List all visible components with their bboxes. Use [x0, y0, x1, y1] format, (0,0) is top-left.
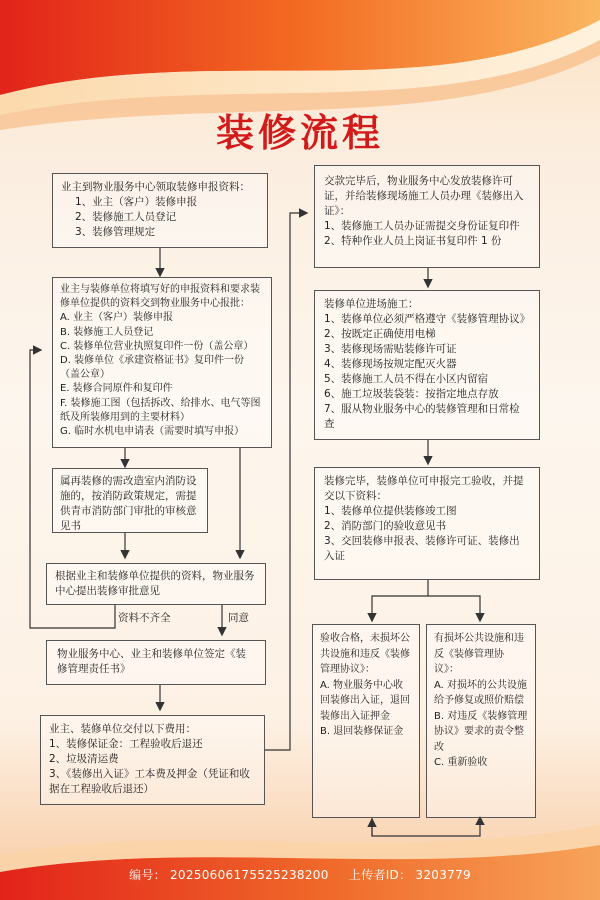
step-pay-fees-line: 2、垃圾清运费	[49, 753, 119, 765]
step-collect-forms-line: 1、业主（客户）装修申报	[75, 196, 198, 208]
serial-label: 编号：	[129, 868, 166, 882]
step-construction	[314, 290, 540, 440]
step-completion	[314, 467, 540, 580]
step-fire-review-text: 属再装修的需改造室内消防设施的，按消防政策规定，需提供青市消防部门审批的审核意见书	[60, 475, 197, 532]
step-approval-opinion	[46, 563, 266, 605]
step-pay-fees-line: 3、《装修出入证》工本费及押金（凭证和收据在工程验收后退还）	[49, 768, 250, 795]
step-issue-permit	[314, 165, 540, 268]
step-construction-line: 3、装修现场需贴装修许可证	[324, 343, 457, 355]
step-pay-fees-head: 业主、装修单位交付以下费用：	[49, 723, 196, 735]
step-fail-line: C. 重新验收	[434, 757, 488, 768]
step-completion-line: 3、交回装修申报表、装修许可证、装修出入证	[324, 535, 520, 562]
step-collect-forms-line: 2、装修施工人员登记	[75, 211, 177, 223]
step-completion-line: 2、消防部门的验收意见书	[324, 520, 447, 532]
step-completion-line: 1、装修单位提供装修竣工图	[324, 505, 457, 517]
step-submit-approval-line: B. 装修施工人员登记	[60, 326, 154, 338]
step-construction-line: 6、施工垃圾装袋装：按指定地点存放	[324, 388, 499, 400]
step-issue-permit-line: 1、装修施工人员办证需提交身份证复印件	[324, 220, 520, 232]
step-construction-head: 装修单位进场施工：	[324, 298, 419, 310]
step-submit-approval-line: A. 业主（客户）装修申报	[60, 312, 174, 324]
step-collect-forms	[52, 173, 268, 248]
step-sign-agreement-text: 物业服务中心、业主和装修单位签定《装修管理责任书》	[57, 648, 246, 675]
step-completion-head: 装修完毕，装修单位可申报完工验收，并提交以下资料：	[324, 475, 524, 502]
serial-number: 20250606175525238200	[169, 868, 329, 882]
step-pay-fees-line: 1、装修保证金：工程验收后退还	[49, 738, 203, 750]
step-submit-approval-line: C. 装修单位营业执照复印件一份（盖公章）	[60, 340, 254, 352]
label-agree: 同意	[228, 612, 249, 624]
step-pass-head: 验收合格，未损坏公共设施和违反《装修管理协议》：	[320, 633, 410, 675]
step-submit-approval-head: 业主与装修单位将填写好的申报资料和要求装修单位提供的资料交到物业服务中心报批：	[60, 284, 260, 310]
step-pay-fees	[40, 715, 265, 805]
step-collect-forms-line: 3、装修管理规定	[75, 226, 156, 238]
step-collect-forms-head: 业主到物业服务中心领取装修申报资料：	[61, 181, 250, 193]
label-insufficient: 资料不齐全	[118, 612, 171, 624]
step-construction-line: 2、按既定正确使用电梯	[324, 328, 436, 340]
uploader-id: 3203779	[415, 868, 471, 882]
step-issue-permit-head: 交款完毕后，物业服务中心发放装修许可证，并给装修现场施工人员办理《装修出入证》：	[324, 175, 524, 217]
step-submit-approval-line: E. 装修合同原件和复印件	[60, 383, 173, 395]
footer-info	[0, 866, 600, 883]
step-construction-line: 4、装修现场按规定配灭火器	[324, 358, 457, 370]
step-submit-approval-line: G. 临时水机电申请表（需要时填写申报）	[60, 426, 245, 438]
step-fail	[426, 624, 536, 818]
step-pass	[312, 624, 420, 818]
step-submit-approval-line: D. 装修单位《承建资格证书》复印件一份（盖公章）	[60, 355, 245, 381]
step-pass-line: A. 物业服务中心收回装修出入证，退回装修出入证押金	[320, 679, 410, 722]
step-sign-agreement	[46, 640, 266, 685]
step-submit-approval	[52, 277, 272, 448]
uploader-label: 上传者ID：	[348, 868, 412, 882]
step-fire-review	[52, 468, 208, 533]
step-fail-line: A. 对损坏的公共设施给予修复或照价赔偿	[434, 679, 528, 706]
step-construction-line: 1、装修单位必须严格遵守《装修管理协议》	[324, 313, 531, 325]
page-title: 装修流程	[215, 111, 384, 155]
step-fail-line: B. 对违反《装修管理协议》要求的责令整改	[434, 710, 528, 753]
step-issue-permit-line: 2、特种作业人员上岗证书复印件 1 份	[324, 235, 502, 247]
step-fail-head: 有损坏公共设施和违反《装修管理协议》：	[434, 633, 524, 675]
step-pass-line: B. 退回装修保证金	[320, 726, 404, 737]
step-construction-line: 5、装修施工人员不得在小区内留宿	[324, 373, 489, 385]
step-approval-opinion-text: 根据业主和装修单位提供的资料，物业服务中心提出装修审批意见	[55, 570, 255, 597]
step-construction-line: 7、服从物业服务中心的装修管理和日常检查	[324, 403, 520, 430]
step-submit-approval-line: F. 装修施工图（包括拆改、给排水、电气等图纸及所装修用到的主要材料）	[60, 397, 261, 423]
